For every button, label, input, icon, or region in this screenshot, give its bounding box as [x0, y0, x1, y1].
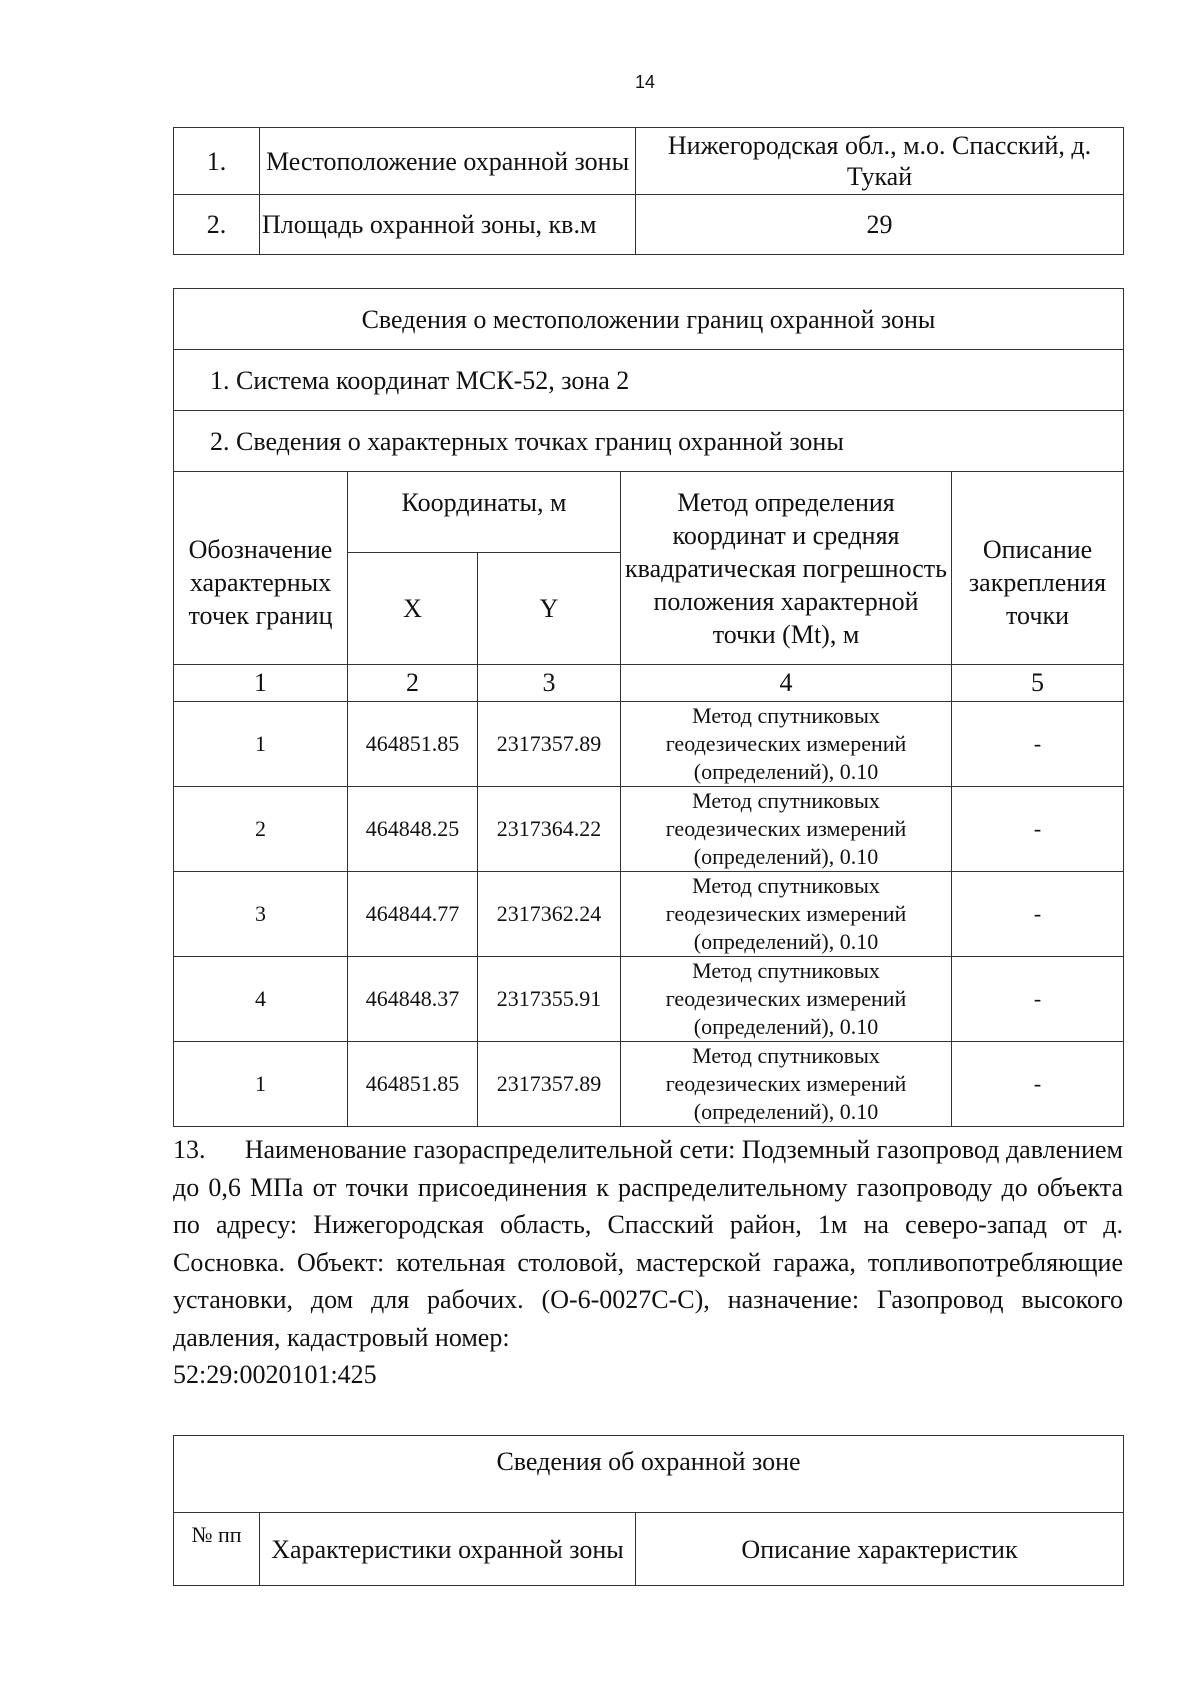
point-x: 464851.85: [348, 1042, 478, 1127]
header-characteristics: Характеристики охранной зоны: [260, 1513, 636, 1586]
table-row: [174, 128, 1124, 195]
column-number: 1: [174, 665, 348, 702]
point-y: 2317357.89: [478, 1042, 621, 1127]
table-row: [174, 195, 1124, 255]
row-value: Нижегородская обл., м.о. Спасский, д. Тукай: [636, 128, 1124, 195]
page-number: 14: [634, 72, 656, 92]
cadastral-number: 52:29:0020101:425: [173, 1360, 377, 1389]
point-y: 2317357.89: [478, 702, 621, 787]
point-id: 2: [174, 787, 348, 872]
table-row: [174, 872, 1124, 957]
section-13-paragraph: [173, 1131, 1130, 1394]
point-id: 3: [174, 872, 348, 957]
row-label: Площадь охранной зоны, кв.м: [260, 195, 636, 255]
row-label: Местоположение охранной зоны: [260, 128, 636, 195]
header-number: № пп: [174, 1513, 260, 1586]
zone-summary-table: [173, 127, 1124, 255]
boundary-table-title: Сведения о местоположении границ охранной зоны: [174, 289, 1124, 350]
point-description: -: [952, 1042, 1124, 1127]
table-title-row: [174, 1436, 1124, 1513]
column-numbers-row: [174, 665, 1124, 702]
point-method: Метод спутниковых геодезических измерений (определений), 0.10: [621, 872, 952, 957]
header-designation: Обозначение характерных точек границ: [174, 472, 348, 665]
point-x: 464844.77: [348, 872, 478, 957]
boundary-points-table: [173, 288, 1124, 1127]
point-y: 2317355.91: [478, 957, 621, 1042]
column-number: 3: [478, 665, 621, 702]
header-y: Y: [478, 552, 621, 664]
row-value: 29: [636, 195, 1124, 255]
point-description: -: [952, 702, 1124, 787]
table-row: [174, 787, 1124, 872]
header-method: Метод определения координат и средняя квадратическая погрешность положения характерной точки (Mt), м: [621, 472, 952, 665]
point-description: -: [952, 957, 1124, 1042]
column-number: 4: [621, 665, 952, 702]
point-method: Метод спутниковых геодезических измерений (определений), 0.10: [621, 702, 952, 787]
row-number: 2.: [174, 195, 260, 255]
point-y: 2317364.22: [478, 787, 621, 872]
point-description: -: [952, 872, 1124, 957]
point-id: 4: [174, 957, 348, 1042]
point-y: 2317362.24: [478, 872, 621, 957]
points-title: 2. Сведения о характерных точках границ охранной зоны: [174, 411, 1124, 472]
coord-system: 1. Система координат МСК-52, зона 2: [174, 350, 1124, 411]
section-13-text: 13. Наименование газораспределительной сети: Подземный газопровод давлением до 0,6 МПа от точки присоединения к распределительному газопроводу до объекта по адресу: Нижегородская область, Спасский район, 1м на северо-запад от д. Сосновка. Объект: котельная столовой, мастерской гаража, топливопотребляющие установки, дом для рабочих. (О-6-0027С-С), назначение: Газопровод высокого давления, кадастровый номер:: [173, 1135, 1130, 1352]
point-method: Метод спутниковых геодезических измерений (определений), 0.10: [621, 1042, 952, 1127]
table-row: [174, 702, 1124, 787]
header-description: Описание характеристик: [636, 1513, 1124, 1586]
row-number: 1.: [174, 128, 260, 195]
point-x: 464848.25: [348, 787, 478, 872]
zone-info-title: Сведения об охранной зоне: [174, 1436, 1124, 1513]
table-row: [174, 1042, 1124, 1127]
column-number: 5: [952, 665, 1124, 702]
header-x: X: [348, 552, 478, 664]
header-row: [174, 1513, 1124, 1586]
zone-info-table: [173, 1435, 1124, 1586]
column-number: 2: [348, 665, 478, 702]
points-title-row: [174, 411, 1124, 472]
point-x: 464848.37: [348, 957, 478, 1042]
point-method: Метод спутниковых геодезических измерений (определений), 0.10: [621, 787, 952, 872]
point-id: 1: [174, 1042, 348, 1127]
header-row: [174, 472, 1124, 553]
table-row: [174, 957, 1124, 1042]
header-description: Описание закрепления точки: [952, 472, 1124, 665]
point-description: -: [952, 787, 1124, 872]
coord-system-row: [174, 350, 1124, 411]
point-id: 1: [174, 702, 348, 787]
header-coordinates: Координаты, м: [348, 472, 621, 553]
point-method: Метод спутниковых геодезических измерений (определений), 0.10: [621, 957, 952, 1042]
point-x: 464851.85: [348, 702, 478, 787]
table-title-row: [174, 289, 1124, 350]
